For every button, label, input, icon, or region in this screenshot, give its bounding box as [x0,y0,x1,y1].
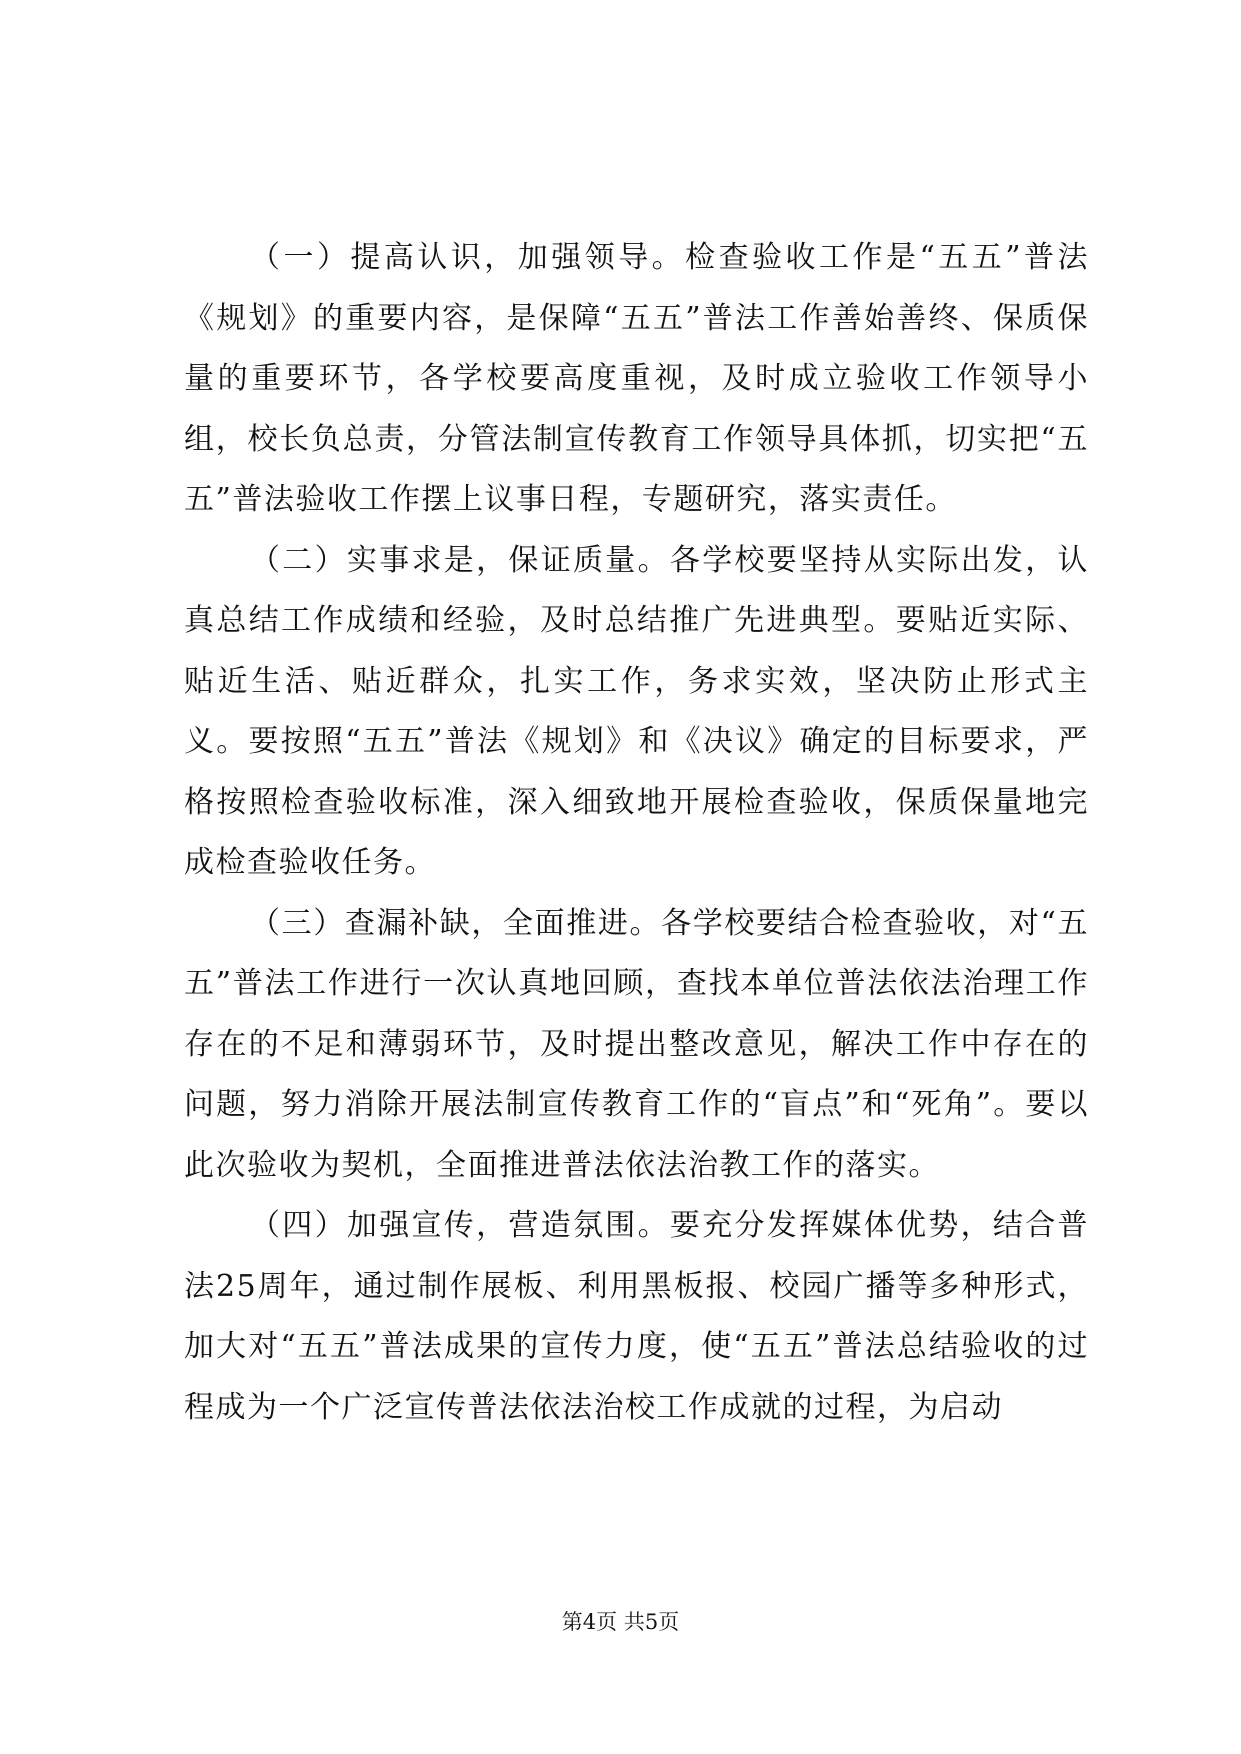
paragraph-2: （二）实事求是，保证质量。各学校要坚持从实际出发，认真总结工作成绩和经验，及时总结推广先进典型。要贴近实际、贴近生活、贴近群众，扎实工作，务求实效，坚决防止形式主义。要按照“五五”普法《规划》和《决议》确定的目标要求，严格按照检查验收标准，深入细致地开展检查验收，保质保量地完成检查验收任务。 [184,542,1089,880]
paragraph-4: （四）加强宣传，营造氛围。要充分发挥媒体优势，结合普法25周年，通过制作展板、利用黑板报、校园广播等多种形式，加大对“五五”普法成果的宣传力度，使“五五”普法总结验收的过程成为一个广泛宣传普法依法治校工作成就的过程，为启动 [184,1208,1089,1425]
paragraph-3: （三）查漏补缺，全面推进。各学校要结合检查验收，对“五五”普法工作进行一次认真地回顾，查找本单位普法依法治理工作存在的不足和薄弱环节，及时提出整改意见，解决工作中存在的问题，努力消除开展法制宣传教育工作的“盲点”和“死角”。要以此次验收为契机，全面推进普法依法治教工作的落实。 [184,905,1089,1183]
page-number-footer: 第4页 共5页 [561,1610,680,1634]
paragraph-1: （一）提高认识，加强领导。检查验收工作是“五五”普法《规划》的重要内容，是保障“五五”普法工作善始善终、保质保量的重要环节，各学校要高度重视，及时成立验收工作领导小组，校长负总责，分管法制宣传教育工作领导具体抓，切实把“五五”普法验收工作摆上议事日程，专题研究，落实责任。 [184,240,1089,517]
document-body [184,228,1089,1438]
